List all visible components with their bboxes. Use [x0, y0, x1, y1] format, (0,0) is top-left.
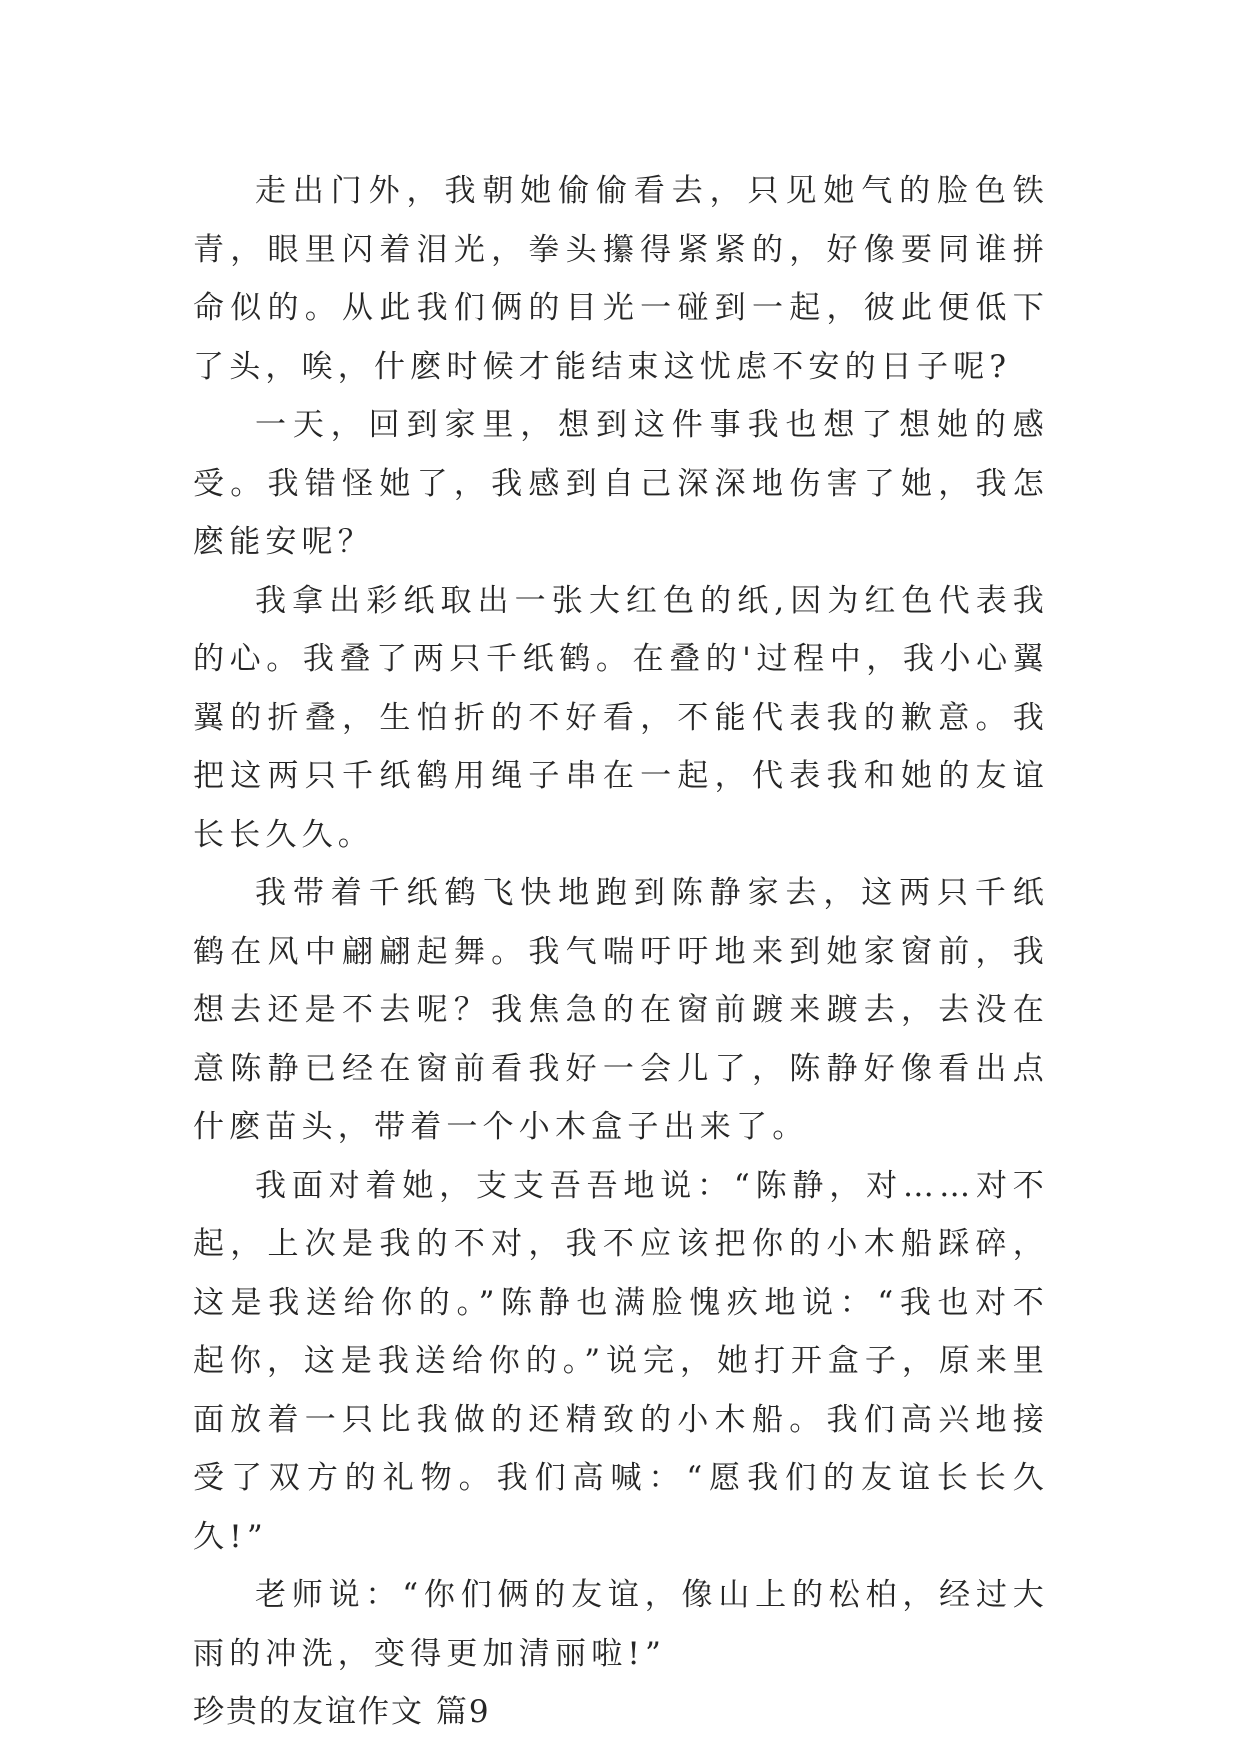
paragraph-4: 我带着千纸鹤飞快地跑到陈静家去，这两只千纸鹤在风中翩翩起舞。我气喘吁吁地来到她家窗前，我想去还是不去呢？我焦急的在窗前踱来踱去，去没在意陈静已经在窗前看我好一会儿了，陈静好像看出点什麽苗头，带着一个小木盒子出来了。	[193, 875, 1049, 1145]
paragraph-5: 我面对着她，支支吾吾地说：“陈静，对……对不起，上次是我的不对，我不应该把你的小木船踩碎，这是我送给你的。”陈静也满脸愧疚地说：“我也对不起你，这是我送给你的。”说完，她打开盒子，原来里面放着一只比我做的还精致的小木船。我们高兴地接受了双方的礼物。我们高喊：“愿我们的友谊长长久久!”	[193, 1167, 1049, 1555]
paragraph-6: 老师说：“你们俩的友谊，像山上的松柏，经过大雨的冲洗，变得更加清丽啦!”	[193, 1577, 1049, 1672]
paragraph-1: 走出门外，我朝她偷偷看去，只见她气的脸色铁青，眼里闪着泪光，拳头攥得紧紧的，好像要同谁拼命似的。从此我们俩的目光一碰到一起，彼此便低下了头，唉，什麽时候才能结束这忧虑不安的日子呢?	[193, 173, 1049, 385]
paragraph-2: 一天，回到家里，想到这件事我也想了想她的感受。我错怪她了，我感到自己深深地伤害了她，我怎麽能安呢？	[193, 407, 1049, 560]
paragraph-3: 我拿出彩纸取出一张大红色的纸,因为红色代表我的心。我叠了两只千纸鹤。在叠的'过程中，我小心翼翼的折叠，生怕折的不好看，不能代表我的歉意。我把这两只千纸鹤用绳子串在一起，代表我和她的友谊长长久久。	[193, 582, 1049, 853]
section-heading: 珍贵的友谊作文 篇9	[193, 1694, 491, 1730]
document-body	[193, 162, 1049, 1742]
